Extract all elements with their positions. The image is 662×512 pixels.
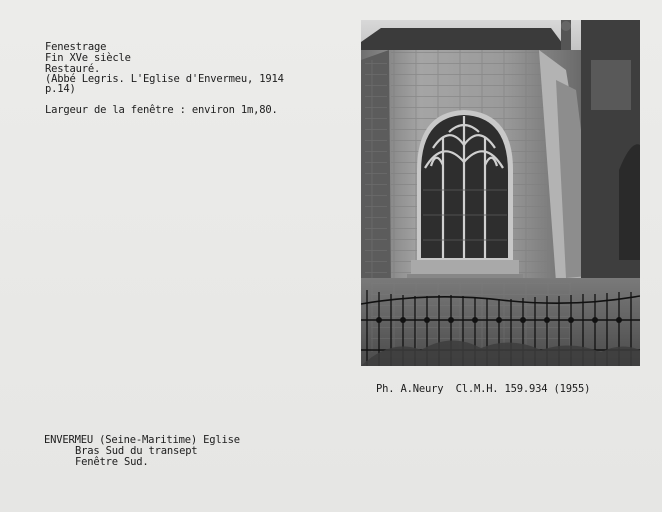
church-window-photograph <box>361 20 640 366</box>
note-line-reference: (Abbé Legris. L'Eglise d'Envermeu, 1914 <box>45 73 284 85</box>
location-line-town: ENVERMEU (Seine-Maritime) Eglise <box>44 434 240 446</box>
location-line-window: Fenêtre Sud. <box>75 456 149 468</box>
note-line-restored: Restauré. <box>45 63 101 75</box>
note-line-title: Fenestrage <box>45 41 107 53</box>
note-line-page: p.14) <box>45 83 76 95</box>
photo-credit: Ph. A.Neury Cl.M.H. 159.934 (1955) <box>376 383 591 395</box>
note-line-date: Fin XVe siècle <box>45 52 131 64</box>
window-width-note: Largeur de la fenêtre : environ 1m,80. <box>45 104 278 116</box>
location-line-transept: Bras Sud du transept <box>75 445 198 457</box>
